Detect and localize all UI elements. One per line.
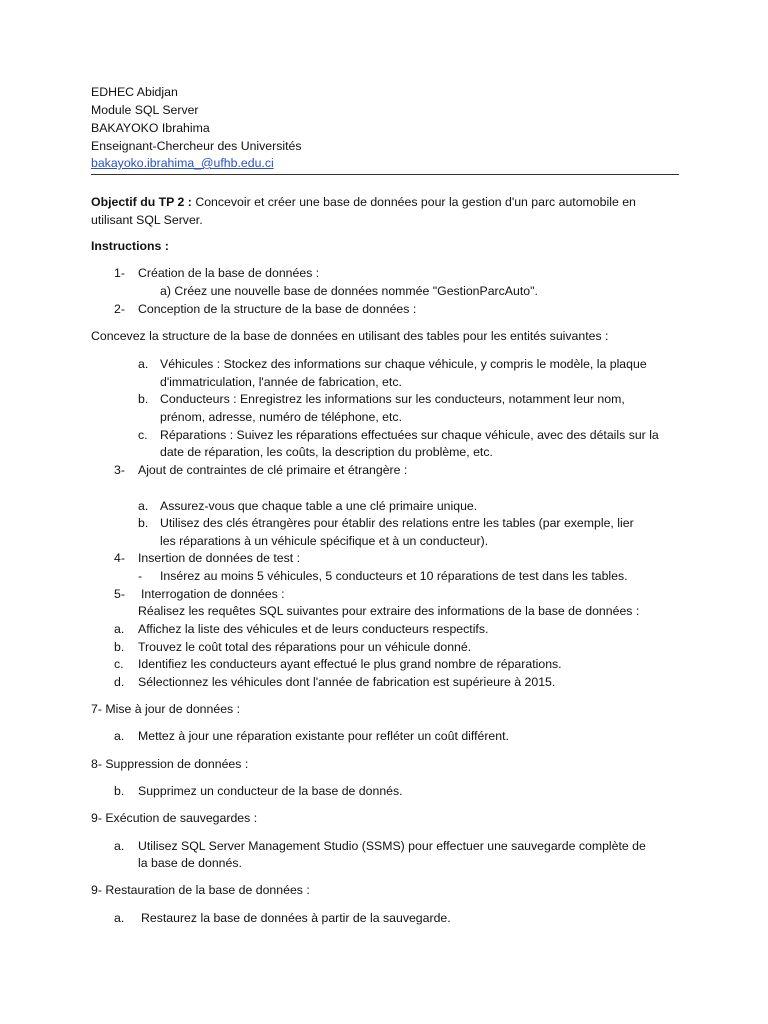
step3-number: 3- <box>114 463 125 477</box>
header-email[interactable] <box>91 155 274 173</box>
entity-conducteurs-line2: prénom, adresse, numéro de téléphone, etc. <box>160 410 402 424</box>
section9a-letter: a. <box>114 839 125 853</box>
section9b-title: 9- Restauration de la base de données : <box>91 883 310 897</box>
query-item-b: Trouvez le coût total des réparations pour un véhicule donné. <box>138 640 472 654</box>
header-module: Module SQL Server <box>91 103 199 117</box>
section7-letter: a. <box>114 729 125 743</box>
section9b-item: Restaurez la base de données à partir de la sauvegarde. <box>141 911 451 925</box>
step1-sub: a) Créez une nouvelle base de données nommée "GestionParcAuto". <box>160 284 538 298</box>
step3-item-b-line1: Utilisez des clés étrangères pour établir des relations entre les tables (par exemple, lier <box>160 516 634 530</box>
entity-letter: c. <box>138 428 148 442</box>
step3-letter: a. <box>138 499 149 513</box>
query-item-c: Identifiez les conducteurs ayant effectué le plus grand nombre de réparations. <box>138 657 562 671</box>
objective-line1 <box>91 194 636 212</box>
step4-item: Insérez au moins 5 véhicules, 5 conducteurs et 10 réparations de test dans les tables. <box>160 569 628 583</box>
step4-bullet: - <box>138 569 143 583</box>
step3-title: Ajout de contraintes de clé primaire et étrangère : <box>138 463 408 477</box>
entity-letter: b. <box>138 392 149 406</box>
step3-item-b-line2: les réparations à un véhicule spécifique et à un conducteur). <box>160 534 489 548</box>
email-link[interactable]: bakayoko.ibrahima_@ufhb.edu.ci <box>91 156 274 170</box>
step4-number: 4- <box>114 551 125 565</box>
header-role: Enseignant-Chercheur des Universités <box>91 139 302 153</box>
section9a-item-line2: la base de donnés. <box>138 856 242 870</box>
query-letter: b. <box>114 640 125 654</box>
entity-vehicules-line1: Véhicules : Stockez des informations sur chaque véhicule, y compris le modèle, la plaque <box>160 357 647 371</box>
header-school: EDHEC Abidjan <box>91 85 178 99</box>
step3-item-a: Assurez-vous que chaque table a une clé primaire unique. <box>160 499 478 513</box>
header-divider <box>91 174 679 175</box>
instructions-heading: Instructions : <box>91 239 169 253</box>
section7-title: 7- Mise à jour de données : <box>91 702 241 716</box>
query-letter: d. <box>114 675 125 689</box>
objective-text-2: utilisant SQL Server. <box>91 213 203 227</box>
section8-item: Supprimez un conducteur de la base de donnés. <box>138 784 403 798</box>
step1-number: 1- <box>114 266 125 280</box>
step5-title: Interrogation de données : <box>141 587 285 601</box>
section8-letter: b. <box>114 784 125 798</box>
step2-title: Conception de la structure de la base de données : <box>138 302 417 316</box>
query-letter: c. <box>114 657 124 671</box>
section9b-letter: a. <box>114 911 125 925</box>
entity-reparations-line2: date de réparation, les coûts, la description du problème, etc. <box>160 445 493 459</box>
step4-title: Insertion de données de test : <box>138 551 301 565</box>
design-intro: Concevez la structure de la base de données en utilisant des tables pour les entités suivantes : <box>91 329 609 343</box>
query-letter: a. <box>114 622 125 636</box>
step5-number: 5- <box>114 587 125 601</box>
step3-letter: b. <box>138 516 149 530</box>
entity-reparations-line1: Réparations : Suivez les réparations effectuées sur chaque véhicule, avec des détails sur la <box>160 428 659 442</box>
objective-text: Concevoir et créer une base de données pour la gestion d'un parc automobile en <box>195 195 636 209</box>
step5-intro: Réalisez les requêtes SQL suivantes pour extraire des informations de la base de données : <box>138 604 640 618</box>
step2-number: 2- <box>114 302 125 316</box>
section7-item: Mettez à jour une réparation existante pour refléter un coût différent. <box>138 729 509 743</box>
entity-conducteurs-line1: Conducteurs : Enregistrez les informations sur les conducteurs, notamment leur nom, <box>160 392 625 406</box>
section9a-item-line1: Utilisez SQL Server Management Studio (SSMS) pour effectuer une sauvegarde complète de <box>138 839 646 853</box>
section9a-title: 9- Exécution de sauvegardes : <box>91 811 258 825</box>
entity-vehicules-line2: d'immatriculation, l'année de fabrication, etc. <box>160 375 402 389</box>
query-item-a: Affichez la liste des véhicules et de leurs conducteurs respectifs. <box>138 622 489 636</box>
header-author: BAKAYOKO Ibrahima <box>91 121 210 135</box>
step1-title: Création de la base de données : <box>138 266 320 280</box>
entity-letter: a. <box>138 357 149 371</box>
section8-title: 8- Suppression de données : <box>91 757 249 771</box>
query-item-d: Sélectionnez les véhicules dont l'année de fabrication est supérieure à 2015. <box>138 675 556 689</box>
objective-label: Objectif du TP 2 : <box>91 195 192 209</box>
